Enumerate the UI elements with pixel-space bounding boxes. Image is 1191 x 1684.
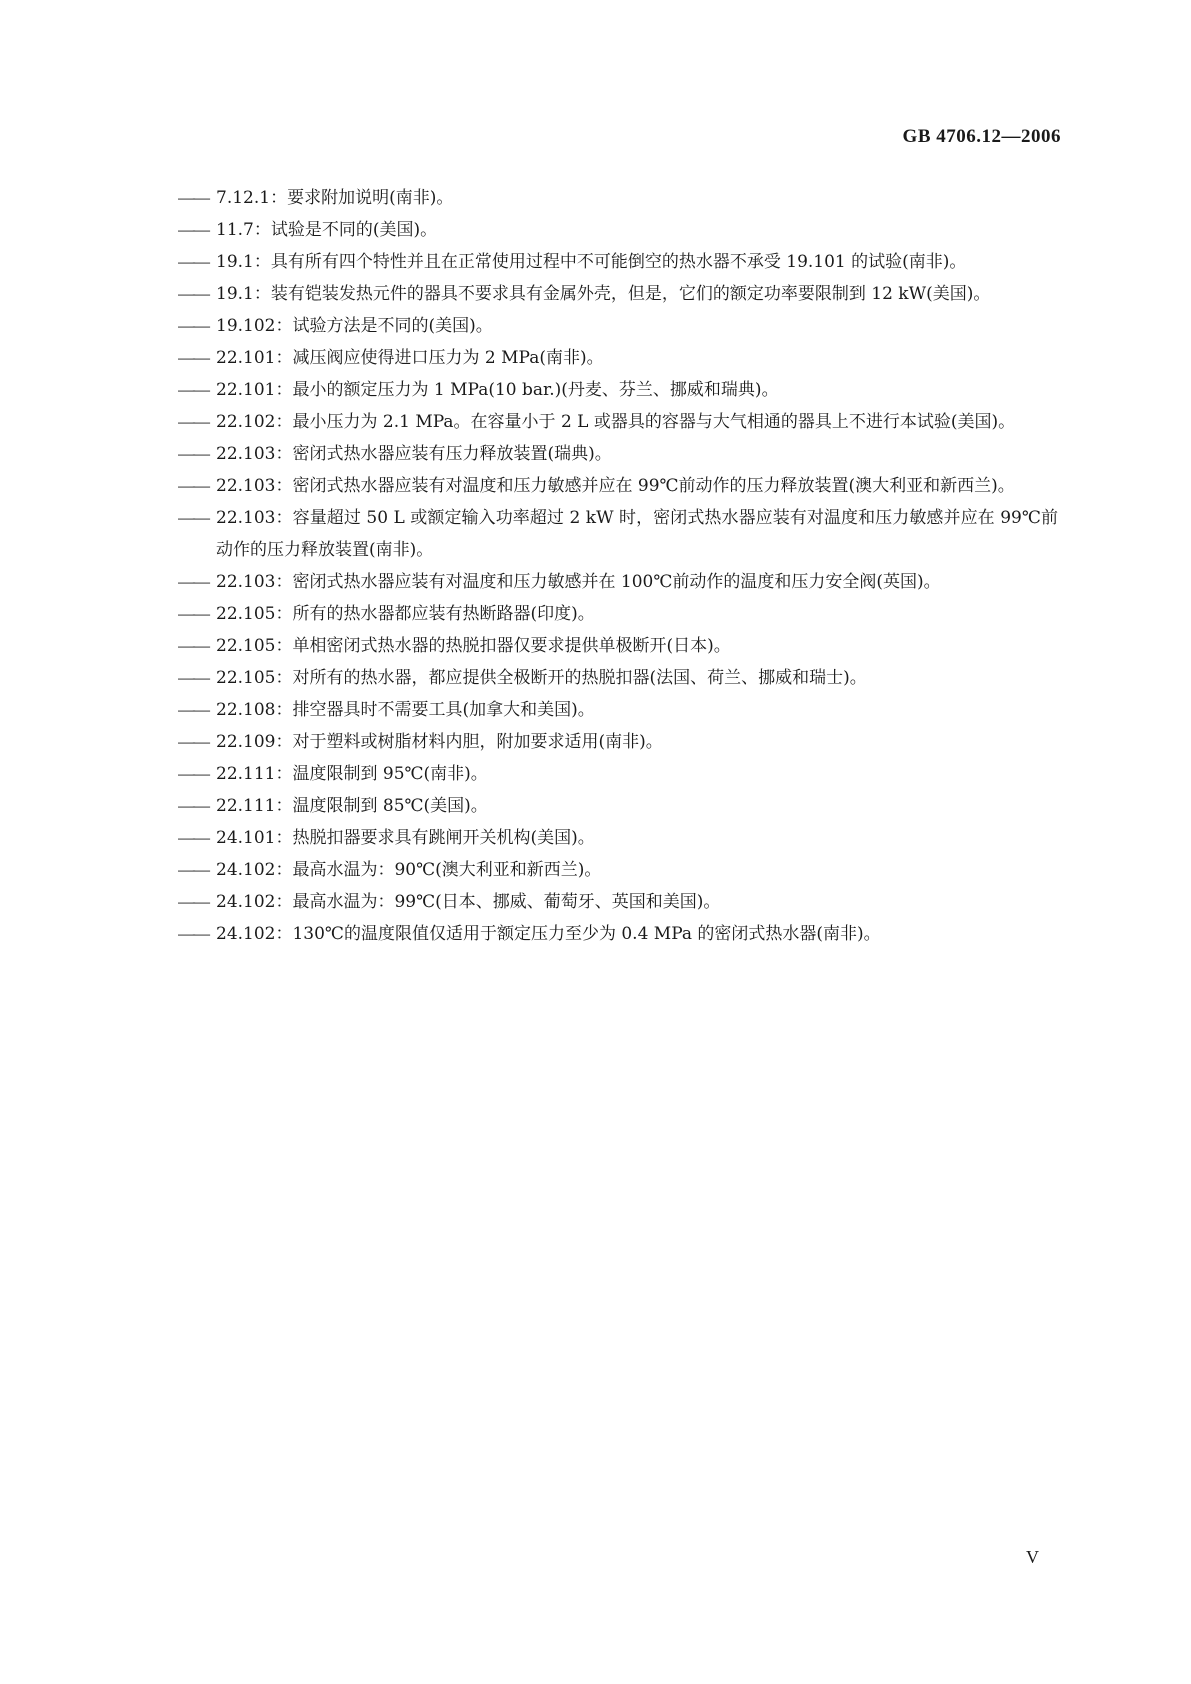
list-dash: —— [178, 348, 208, 367]
list-item-text: 11.7：试验是不同的(美国)。 [216, 220, 438, 240]
list-item [178, 406, 1058, 438]
list-item [178, 182, 1058, 214]
list-item [178, 246, 1058, 278]
list-item [178, 662, 1058, 694]
list-dash: —— [178, 188, 208, 207]
list-item [178, 598, 1058, 630]
list-item [178, 438, 1058, 470]
standard-code: GB 4706.12—2006 [902, 126, 1061, 147]
list-item [178, 758, 1058, 790]
list-item-text: 22.101：减压阀应使得进口压力为 2 MPa(南非)。 [216, 348, 604, 368]
list-dash: —— [178, 476, 208, 495]
list-item-text: 22.105：所有的热水器都应装有热断路器(印度)。 [216, 604, 595, 624]
list-item-text: 19.1：具有所有四个特性并且在正常使用过程中不可能倒空的热水器不承受 19.101 的试验(南非)。 [216, 252, 967, 272]
list-item-text: 22.105：单相密闭式热水器的热脱扣器仅要求提供单极断开(日本)。 [216, 636, 731, 656]
list-item-text: 22.108：排空器具时不需要工具(加拿大和美国)。 [216, 700, 595, 720]
list-dash: —— [178, 316, 208, 335]
list-item-text: 24.102：最高水温为：99℃(日本、挪威、葡萄牙、英国和美国)。 [216, 892, 721, 912]
deviation-list [178, 182, 1058, 950]
list-item-text: 22.105：对所有的热水器，都应提供全极断开的热脱扣器(法国、荷兰、挪威和瑞士)。 [216, 668, 867, 688]
list-dash: —— [178, 636, 208, 655]
list-item-text: 22.109：对于塑料或树脂材料内胆，附加要求适用(南非)。 [216, 732, 663, 752]
list-dash: —— [178, 668, 208, 687]
list-dash: —— [178, 220, 208, 239]
list-dash: —— [178, 604, 208, 623]
list-item-text: 22.103：密闭式热水器应装有对温度和压力敏感并应在 99℃前动作的压力释放装置(澳大利亚和新西兰)。 [216, 476, 1015, 496]
list-item-text: 19.1：装有铠装发热元件的器具不要求具有金属外壳，但是，它们的额定功率要限制到 12 kW(美国)。 [216, 284, 991, 304]
list-item [178, 214, 1058, 246]
list-dash: —— [178, 444, 208, 463]
list-dash: —— [178, 572, 208, 591]
list-item [178, 790, 1058, 822]
list-dash: —— [178, 284, 208, 303]
list-item [178, 310, 1058, 342]
list-dash: —— [178, 412, 208, 431]
list-item-text: 22.103：容量超过 50 L 或额定输入功率超过 2 kW 时，密闭式热水器应装有对温度和压力敏感并应在 99℃前动作的压力释放装置(南非)。 [216, 508, 1058, 560]
list-item-text: 19.102：试验方法是不同的(美国)。 [216, 316, 493, 336]
page-number: V [1026, 1547, 1039, 1567]
list-item [178, 694, 1058, 726]
list-item-text: 22.101：最小的额定压力为 1 MPa(10 bar.)(丹麦、芬兰、挪威和瑞典)。 [216, 380, 779, 400]
list-dash: —— [178, 796, 208, 815]
list-item [178, 374, 1058, 406]
list-item [178, 822, 1058, 854]
list-item [178, 630, 1058, 662]
list-item-text: 22.111：温度限制到 85℃(美国)。 [216, 796, 488, 816]
list-dash: —— [178, 860, 208, 879]
list-dash: —— [178, 764, 208, 783]
list-dash: —— [178, 700, 208, 719]
list-dash: —— [178, 732, 208, 751]
list-dash: —— [178, 380, 208, 399]
list-item-text: 22.103：密闭式热水器应装有压力释放装置(瑞典)。 [216, 444, 612, 464]
list-item-text: 22.102：最小压力为 2.1 MPa。在容量小于 2 L 或器具的容器与大气相通的器具上不进行本试验(美国)。 [216, 412, 1016, 432]
list-dash: —— [178, 508, 208, 527]
list-item [178, 566, 1058, 598]
list-item-text: 22.111：温度限制到 95℃(南非)。 [216, 764, 488, 784]
list-dash: —— [178, 828, 208, 847]
list-item [178, 886, 1058, 918]
list-item-text: 24.102：最高水温为：90℃(澳大利亚和新西兰)。 [216, 860, 602, 880]
list-item [178, 342, 1058, 374]
list-item [178, 918, 1058, 950]
list-item [178, 278, 1058, 310]
list-item [178, 502, 1058, 566]
list-item-text: 22.103：密闭式热水器应装有对温度和压力敏感并在 100℃前动作的温度和压力安全阀(英国)。 [216, 572, 941, 592]
list-dash: —— [178, 924, 208, 943]
list-item [178, 470, 1058, 502]
list-item-text: 7.12.1：要求附加说明(南非)。 [216, 188, 454, 208]
list-dash: —— [178, 892, 208, 911]
list-dash: —— [178, 252, 208, 271]
list-item-text: 24.101：热脱扣器要求具有跳闸开关机构(美国)。 [216, 828, 595, 848]
list-item-text: 24.102：130℃的温度限值仅适用于额定压力至少为 0.4 MPa 的密闭式热水器(南非)。 [216, 924, 881, 944]
list-item [178, 726, 1058, 758]
list-item [178, 854, 1058, 886]
